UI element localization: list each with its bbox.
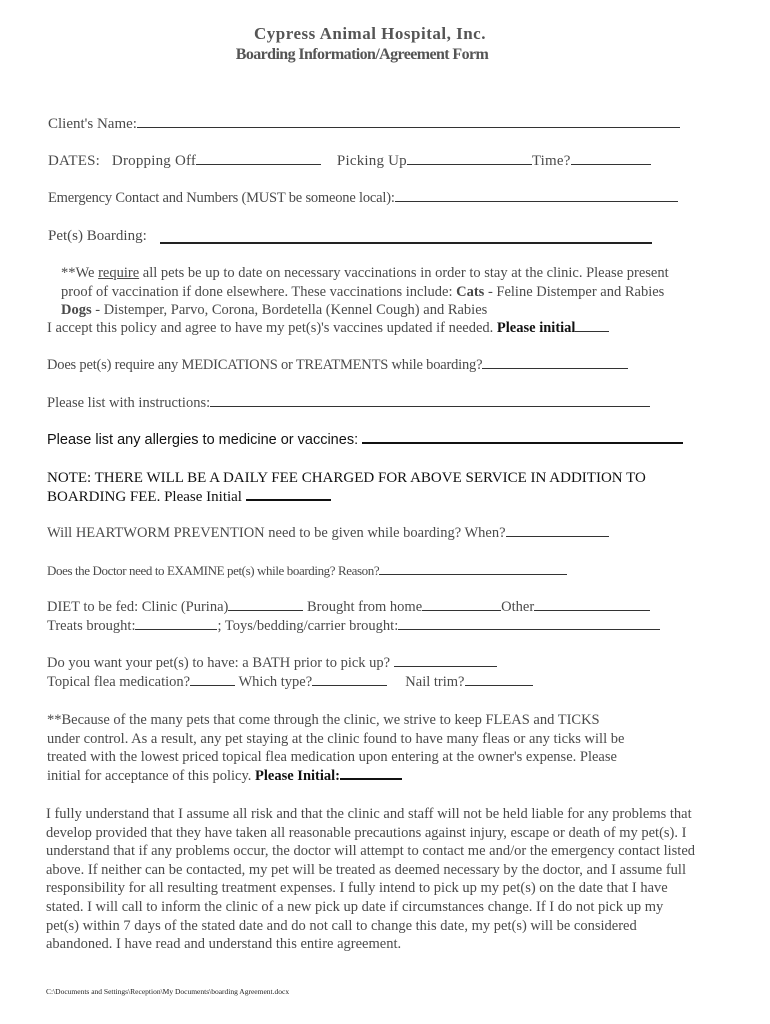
page-subtitle: Boarding Information/Agreement Form [235,46,489,63]
note-line-1: NOTE: THERE WILL BE A DAILY FEE CHARGED FOR ABOVE SERVICE IN ADDITION TO [47,470,646,486]
which-type-field[interactable] [312,684,387,686]
flea-row [47,674,533,691]
instructions-label: Please list with instructions: [47,395,211,411]
agreement-line: responsibility for all resulting treatment expenses. I fully intend to pick up my pet(s) on the date that I have [46,880,668,897]
emergency-row [48,190,678,207]
treats-row [47,618,660,635]
vaccine-accept-row [47,320,609,337]
heartworm-label: Will HEARTWORM PREVENTION need to be given while boarding? When? [47,525,506,541]
flea-initial-label: Please Initial: [255,767,341,784]
instructions-row [47,395,650,412]
instructions-field[interactable] [210,405,650,407]
bath-field[interactable] [394,665,497,667]
client-name-field[interactable] [137,126,680,128]
picking-up-field[interactable] [407,163,532,165]
examine-label: Does the Doctor need to EXAMINE pet(s) while boarding? Reason? [47,563,380,578]
brought-from-home-label: Brought from home [303,599,423,615]
footer-file-path: C:\Documents and Settings\Reception\My Documents\boarding Agreement.docx [46,987,290,996]
diet-row [47,599,650,616]
agreement-line: stated. I will call to inform the clinic of a new pick up date if circumstances change. If I do not pick up my [46,898,664,915]
examine-field[interactable] [379,573,567,575]
allergies-row [47,432,683,448]
picking-up-label: Picking Up [336,153,407,169]
emergency-label: Emergency Contact and Numbers (MUST be someone local): [48,190,395,206]
time-label: Time? [531,153,571,169]
medications-row [47,357,628,374]
other-label: Other [501,599,535,615]
agreement-paragraph [46,805,695,954]
vaccine-accept-text: I accept this policy and agree to have my pet(s)'s vaccines updated if needed. [47,320,497,336]
flea-policy-line-1: **Because of the many pets that come through the clinic, we strive to keep FLEAS and TICKS [47,712,600,728]
nail-trim-label: Nail trim? [405,674,465,690]
note-initial-field[interactable] [246,498,331,501]
flea-field[interactable] [190,684,235,686]
daily-fee-note [47,469,646,507]
agreement-line: above. If neither can be contacted, my pet will be treated as deemed necessary by the doctor, and I assume full [46,861,686,878]
time-field[interactable] [571,163,651,165]
medications-field[interactable] [482,367,628,369]
toys-label: ; Toys/bedding/carrier brought: [217,618,399,634]
nail-trim-field[interactable] [465,684,533,686]
page-title: Cypress Animal Hospital, Inc. [254,24,486,43]
vaccination-line-2: proof of vaccination if done elsewhere. These vaccinations include: Cats - Feline Distemper and Rabies [61,283,665,300]
bath-row [47,655,497,672]
flea-policy [47,711,624,785]
allergies-field[interactable] [362,441,683,444]
vaccination-line-1: **We require all pets be up to date on necessary vaccinations in order to stay at the clinic. Please present [61,265,669,281]
medications-label: Does pet(s) require any MEDICATIONS or TREATMENTS while boarding? [47,357,483,373]
agreement-line: I fully understand that I assume all risk and that the clinic and staff will not be held liable for any problems that [46,806,692,822]
vaccine-initial-field[interactable] [575,330,609,332]
flea-policy-line-2: under control. As a result, any pet staying at the clinic found to have many fleas or any ticks will be [47,730,625,747]
agreement-line: understand that if any problems occur, the doctor will attempt to contact me and/or the emergency contact listed [46,843,696,860]
diet-clinic-field[interactable] [228,609,303,611]
toys-field[interactable] [398,628,660,630]
agreement-line: abandoned. I have read and understand this entire agreement. [46,936,402,953]
pets-boarding-field[interactable] [160,242,652,244]
cats-label: Cats [456,283,485,300]
dogs-label: Dogs [61,302,92,319]
dates-label: DATES: [48,153,101,169]
flea-policy-line-3: treated with the lowest priced topical flea medication upon entering at the owner's expense. Please [47,749,617,766]
dropping-off-field[interactable] [196,163,321,165]
agreement-line: develop provided that they have taken all reasonable precautions against injury, escape or death of my pet(s). I [46,824,687,841]
diet-label: DIET to be fed: Clinic (Purina) [47,599,229,615]
note-line-2: BOARDING FEE. Please Initial [47,488,646,507]
brought-from-home-field[interactable] [422,609,501,611]
bath-label: Do you want your pet(s) to have: a BATH prior to pick up? [47,655,394,671]
emergency-field[interactable] [395,200,678,202]
flea-policy-line-4: initial for acceptance of this policy. Please Initial: [47,767,624,786]
agreement-line: pet(s) within 7 days of the stated date and do not call to change this date, my pet(s) will be considered [46,917,637,934]
vaccine-initial-label: Please initial [496,320,576,336]
dates-row [48,153,651,170]
vaccination-line-3: Dogs - Distemper, Parvo, Corona, Bordetella (Kennel Cough) and Rabies [61,302,488,319]
pets-boarding-row [48,228,147,245]
require-text: require [98,265,140,281]
which-type-label: Which type? [235,674,313,690]
vaccination-policy [61,264,669,320]
flea-initial-field[interactable] [340,777,402,780]
heartworm-row [47,525,609,542]
client-name-row [48,116,680,133]
dropping-off-label: Dropping Off [111,153,197,169]
examine-row [47,563,567,579]
treats-field[interactable] [135,628,217,630]
heartworm-field[interactable] [506,535,609,537]
client-name-label: Client's Name: [48,116,137,132]
pets-boarding-label: Pet(s) Boarding: [48,228,147,244]
other-field[interactable] [534,609,650,611]
treats-label: Treats brought: [47,618,136,634]
allergies-label: Please list any allergies to medicine or vaccines: [47,432,363,448]
flea-label: Topical flea medication? [47,674,191,690]
